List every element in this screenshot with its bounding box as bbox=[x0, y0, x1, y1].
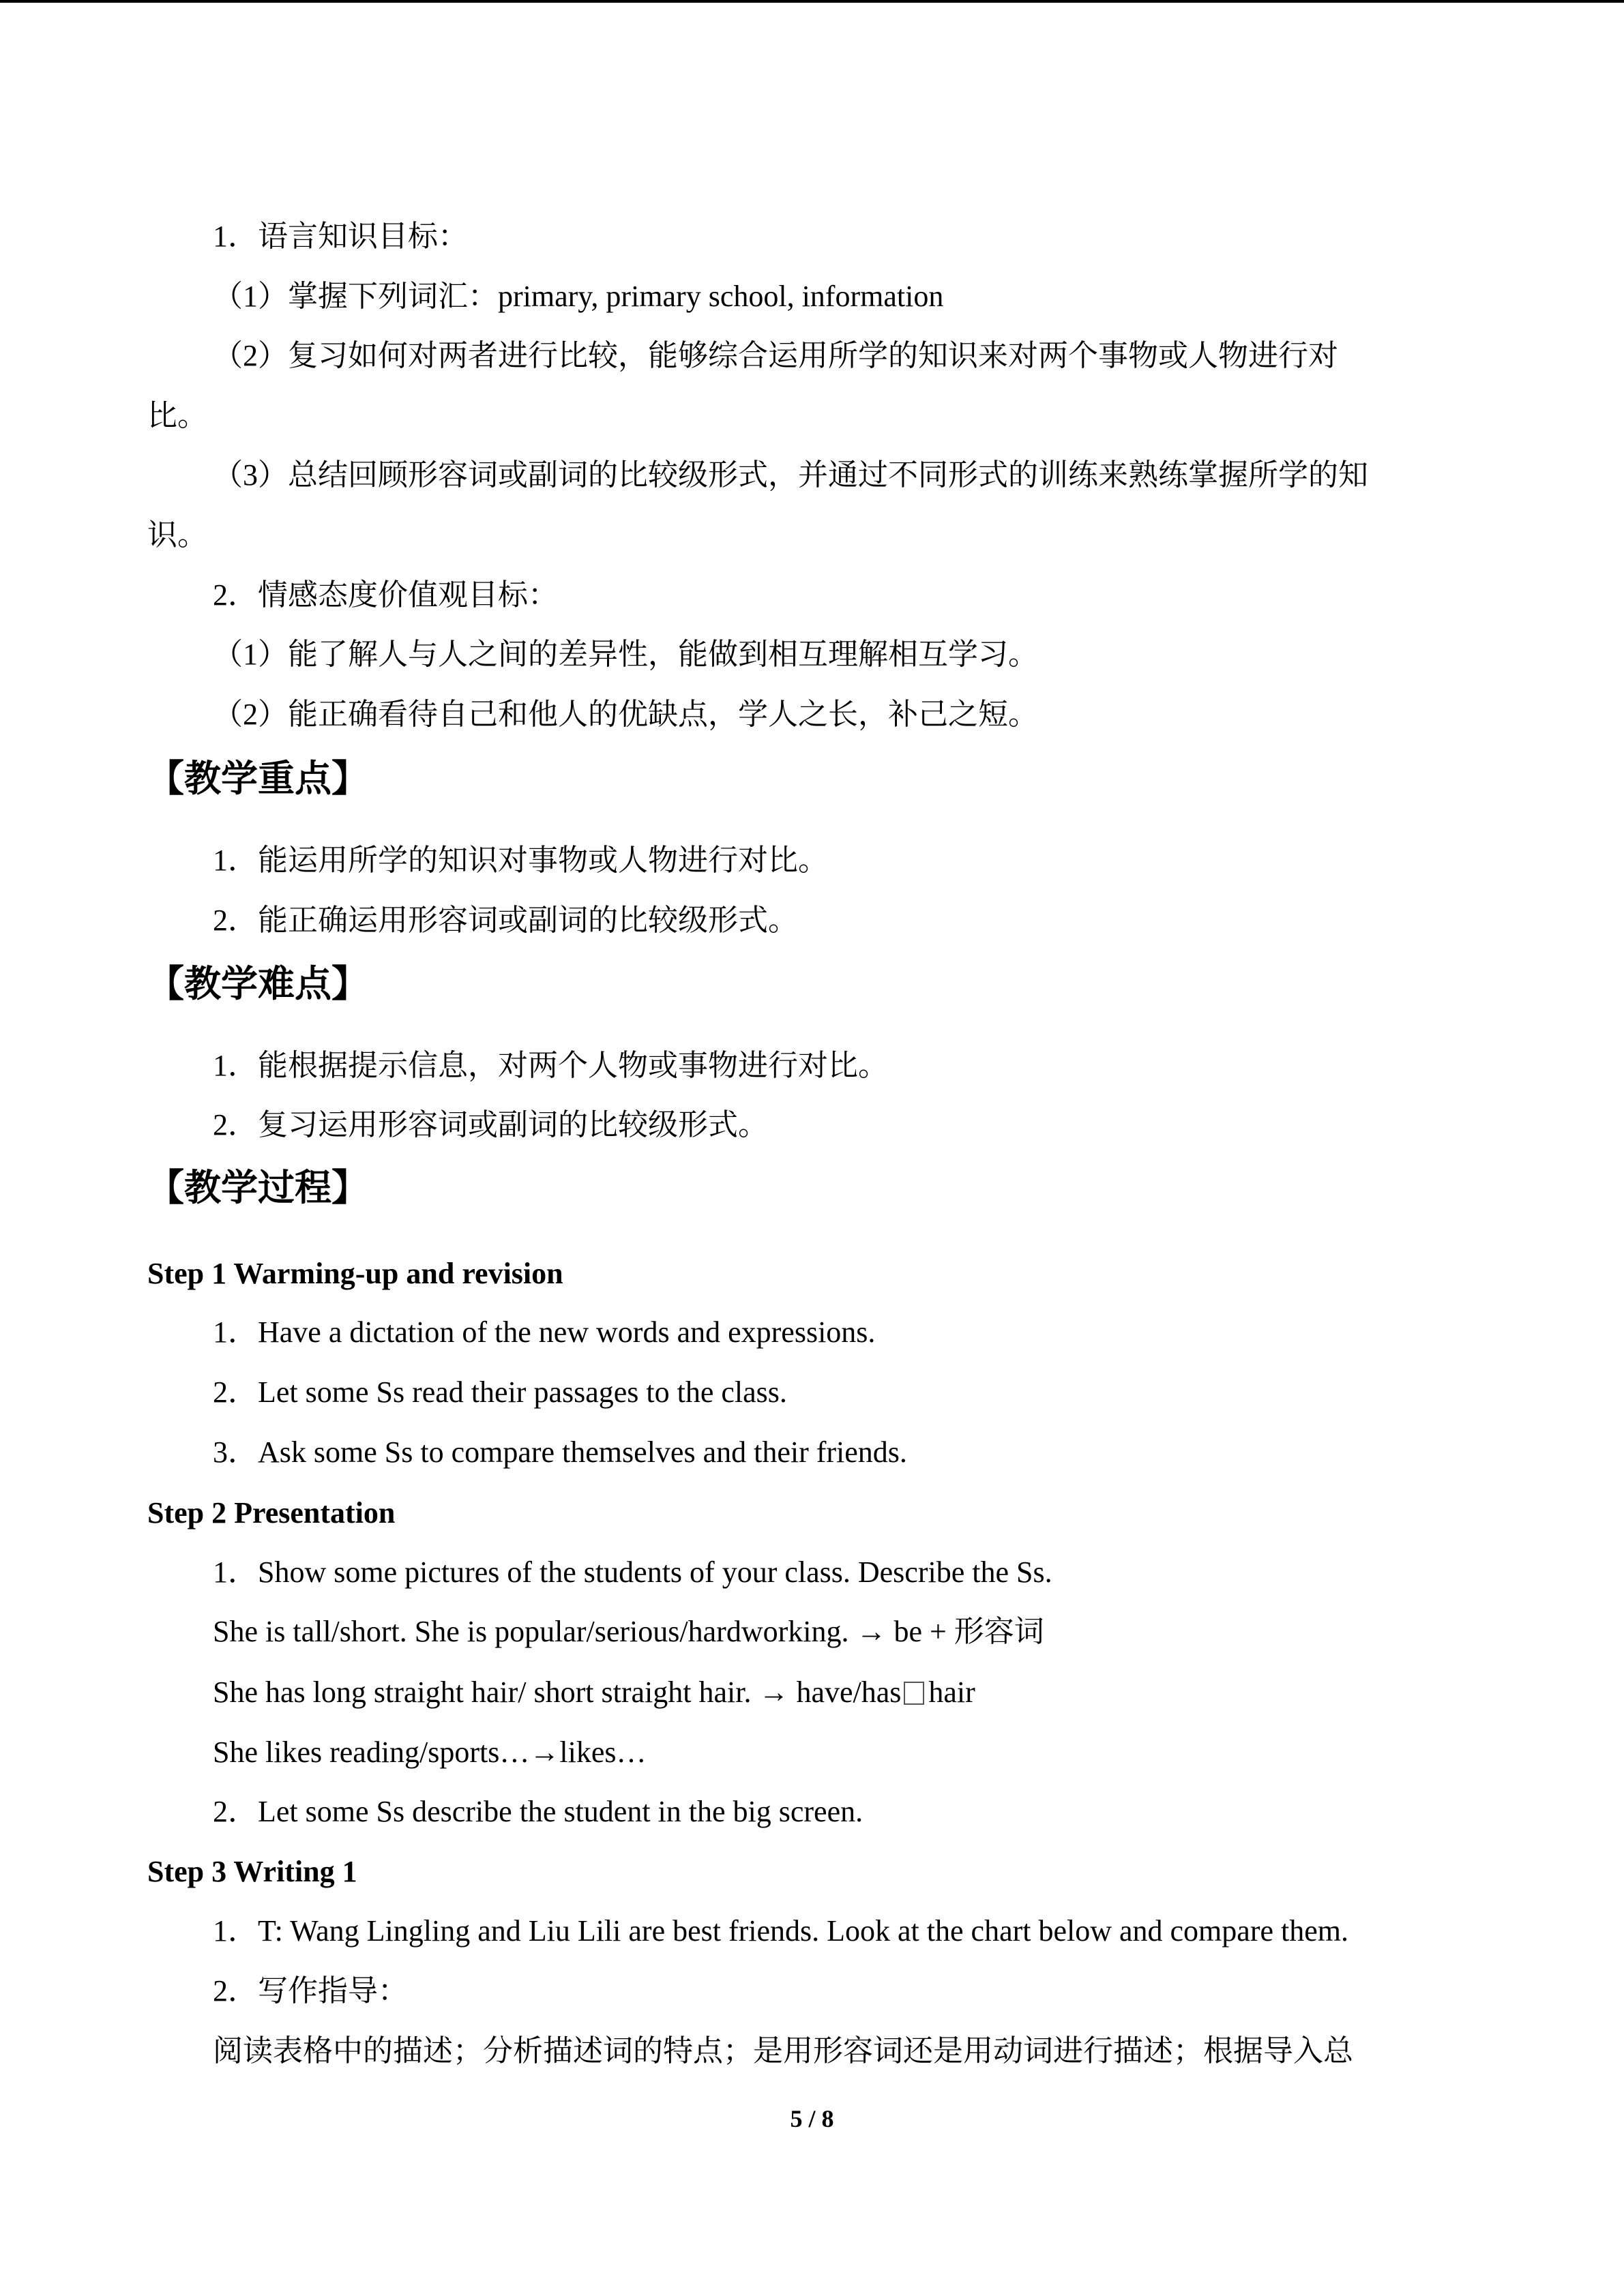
section-heading-difficulties: 【教学难点】 bbox=[147, 964, 368, 1004]
emotion-item-2: （2）能正确看待自己和他人的优缺点，学人之长，补己之短。 bbox=[213, 698, 1038, 731]
step-3-item-1: 1．T: Wang Lingling and Liu Lili are best friends. Look at the chart below and compare them. bbox=[213, 1914, 1348, 1948]
step-2-item-1: 1．Show some pictures of the students of your class. Describe the Ss. bbox=[213, 1555, 1052, 1589]
example-have-hair-text: She has long straight hair/ short straight hair. → have/has bbox=[213, 1675, 902, 1709]
step-3-heading: Step 3 Writing 1 bbox=[147, 1855, 357, 1888]
difficulty-2: 2．复习运用形容词或副词的比较级形式。 bbox=[213, 1108, 768, 1142]
example-be-adjective: She is tall/short. She is popular/serious/hardworking. → be + 形容词 bbox=[213, 1615, 1044, 1648]
example-likes: She likes reading/sports…→likes… bbox=[213, 1735, 647, 1769]
top-border bbox=[0, 0, 1624, 3]
emotion-item-1: （1）能了解人与人之间的差异性，能做到相互理解相互学习。 bbox=[213, 638, 1038, 671]
example-have-hair bbox=[0, 1672, 1624, 1713]
example-have-hair-tail: hair bbox=[928, 1675, 975, 1709]
section-heading-process: 【教学过程】 bbox=[147, 1167, 368, 1208]
step-1-item-2: 2．Let some Ss read their passages to the class. bbox=[213, 1375, 787, 1409]
objective-item-3-cont: 识。 bbox=[147, 518, 207, 552]
page-number: 5 / 8 bbox=[790, 2105, 834, 2132]
objective-item-2-cont: 比。 bbox=[147, 399, 207, 432]
objective-language-heading: 1．语言知识目标： bbox=[213, 220, 468, 253]
key-point-1: 1．能运用所学的知识对事物或人物进行对比。 bbox=[213, 844, 828, 877]
blank-box bbox=[904, 1682, 924, 1705]
step-2-heading: Step 2 Presentation bbox=[147, 1496, 396, 1530]
section-heading-key-points: 【教学重点】 bbox=[147, 758, 368, 799]
step-1-heading: Step 1 Warming-up and revision bbox=[147, 1257, 563, 1290]
objective-item-3: （3）总结回顾形容词或副词的比较级形式，并通过不同形式的训练来熟练掌握所学的知 bbox=[213, 458, 1368, 492]
objective-item-1: （1）掌握下列词汇：primary, primary school, information bbox=[213, 280, 944, 313]
step-1-item-1: 1．Have a dictation of the new words and expressions. bbox=[213, 1315, 876, 1349]
step-1-item-3: 3．Ask some Ss to compare themselves and their friends. bbox=[213, 1435, 907, 1469]
writing-guidance-text: 阅读表格中的描述；分析描述词的特点；是用形容词还是用动词进行描述；根据导入总 bbox=[213, 2034, 1353, 2068]
objective-item-2: （2）复习如何对两者进行比较，能够综合运用所学的知识来对两个事物或人物进行对 bbox=[213, 339, 1338, 372]
step-3-item-2: 2．写作指导： bbox=[213, 1974, 408, 2008]
difficulty-1: 1．能根据提示信息，对两个人物或事物进行对比。 bbox=[213, 1049, 888, 1082]
key-point-2: 2．能正确运用形容词或副词的比较级形式。 bbox=[213, 904, 798, 937]
objective-emotion-heading: 2．情感态度价值观目标： bbox=[213, 578, 558, 612]
step-2-item-2: 2．Let some Ss describe the student in the big screen. bbox=[213, 1795, 863, 1828]
